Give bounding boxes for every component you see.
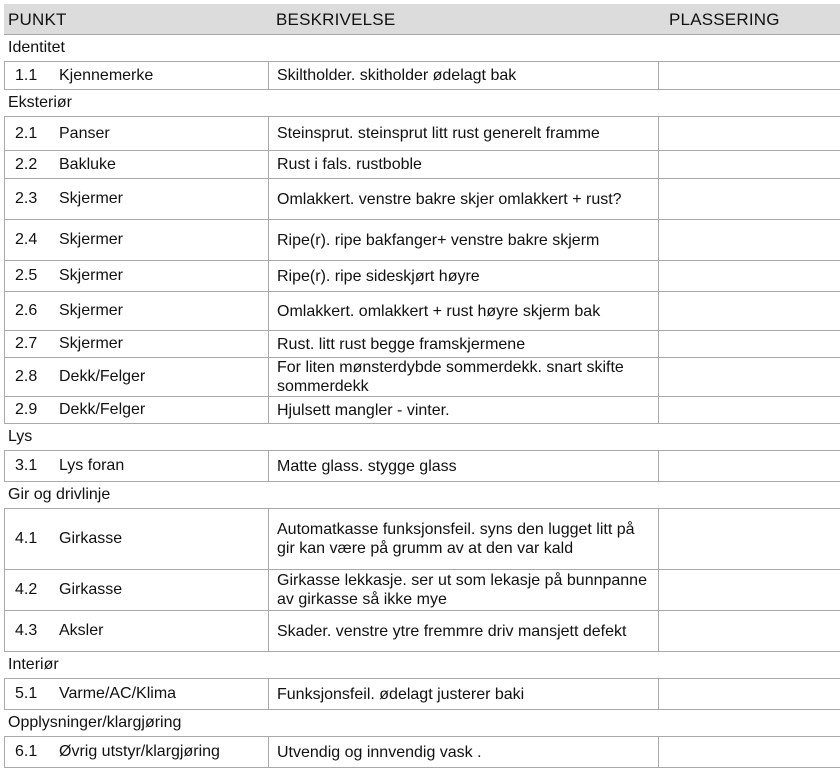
item-name: Lys foran	[59, 457, 125, 474]
item-name: Aksler	[59, 622, 104, 639]
placement-cell	[659, 62, 840, 89]
placement-cell	[659, 117, 840, 150]
item-number: 3.1	[15, 457, 38, 474]
punkt-cell	[4, 62, 269, 89]
item-name: Dekk/Felger	[59, 401, 146, 418]
punkt-cell	[4, 331, 269, 357]
punkt-cell	[4, 151, 269, 178]
punkt-cell	[4, 261, 269, 291]
item-name: Girkasse	[59, 581, 123, 598]
table-row	[4, 261, 840, 292]
punkt-cell	[4, 220, 269, 260]
header-beskrivelse: BESKRIVELSE	[276, 10, 396, 29]
section-heading: Opplysninger/klargjøring	[4, 710, 840, 737]
table-body	[4, 35, 840, 768]
item-number: 1.1	[15, 66, 38, 84]
item-name: Panser	[59, 124, 110, 142]
description-cell: Ripe(r). ripe bakfanger+ venstre bakre skjerm	[269, 220, 659, 260]
table-row	[4, 331, 840, 358]
item-name: Skjermer	[59, 190, 124, 207]
placement-cell	[659, 451, 840, 481]
description-cell: Girkasse lekkasje. ser ut som lekasje på bunnpanne av girkasse så ikke mye	[269, 570, 659, 610]
table-row	[4, 220, 840, 261]
item-name: Kjennemerke	[59, 66, 154, 84]
item-number: 2.8	[15, 368, 38, 385]
section-heading: Lys	[4, 424, 840, 451]
description-cell: Rust. litt rust begge framskjermene	[269, 331, 659, 357]
item-number: 2.2	[15, 155, 38, 173]
description-cell: For liten mønsterdybde sommerdekk. snart skifte sommerdekk	[269, 358, 659, 396]
item-name: Skjermer	[59, 231, 124, 248]
item-name: Girkasse	[59, 530, 123, 547]
table-row	[4, 117, 840, 151]
section-heading: Interiør	[4, 652, 840, 679]
item-number: 4.3	[15, 622, 38, 639]
table-row	[4, 509, 840, 570]
placement-cell	[659, 737, 840, 767]
table-row	[4, 737, 840, 768]
description-cell: Automatkasse funksjonsfeil. syns den lugget litt på gir kan være på grumm av at den var kald	[269, 509, 659, 569]
description-cell: Omlakkert. venstre bakre skjer omlakkert + rust?	[269, 179, 659, 219]
table-header	[4, 4, 840, 35]
header-plassering: PLASSERING	[669, 10, 780, 29]
punkt-cell	[4, 679, 269, 709]
placement-cell	[659, 331, 840, 357]
item-name: Øvrig utstyr/klargjøring	[59, 743, 220, 760]
punkt-cell	[4, 292, 269, 330]
item-number: 2.7	[15, 335, 38, 352]
item-number: 5.1	[15, 685, 38, 702]
section-heading: Identitet	[4, 35, 840, 62]
table-row	[4, 451, 840, 482]
placement-cell	[659, 570, 840, 610]
table-row	[4, 679, 840, 710]
placement-cell	[659, 611, 840, 651]
inspection-table	[4, 4, 840, 768]
description-cell: Skader. venstre ytre fremmre driv mansjett defekt	[269, 611, 659, 651]
item-name: Skjermer	[59, 302, 124, 319]
placement-cell	[659, 679, 840, 709]
punkt-cell	[4, 451, 269, 481]
item-name: Bakluke	[59, 155, 116, 173]
description-cell: Omlakkert. omlakkert + rust høyre skjerm bak	[269, 292, 659, 330]
item-number: 2.9	[15, 401, 38, 418]
description-cell: Utvendig og innvendig vask .	[269, 737, 659, 767]
description-cell: Hjulsett mangler - vinter.	[269, 397, 659, 423]
table-row	[4, 611, 840, 652]
description-cell: Skiltholder. skitholder ødelagt bak	[269, 62, 659, 89]
punkt-cell	[4, 179, 269, 219]
item-number: 4.2	[15, 581, 38, 598]
table-row	[4, 397, 840, 424]
item-name: Varme/AC/Klima	[59, 685, 177, 702]
item-name: Skjermer	[59, 335, 124, 352]
item-number: 2.1	[15, 124, 38, 142]
description-cell: Steinsprut. steinsprut litt rust generelt framme	[269, 117, 659, 150]
item-number: 2.5	[15, 267, 38, 284]
placement-cell	[659, 220, 840, 260]
table-row	[4, 62, 840, 90]
punkt-cell	[4, 611, 269, 651]
item-name: Skjermer	[59, 267, 124, 284]
item-number: 2.6	[15, 302, 38, 319]
punkt-cell	[4, 737, 269, 767]
placement-cell	[659, 292, 840, 330]
table-row	[4, 292, 840, 331]
punkt-cell	[4, 509, 269, 569]
description-cell: Rust i fals. rustboble	[269, 151, 659, 178]
placement-cell	[659, 151, 840, 178]
punkt-cell	[4, 570, 269, 610]
placement-cell	[659, 179, 840, 219]
table-row	[4, 570, 840, 611]
placement-cell	[659, 358, 840, 396]
description-cell: Funksjonsfeil. ødelagt justerer baki	[269, 679, 659, 709]
item-number: 2.3	[15, 190, 38, 207]
placement-cell	[659, 509, 840, 569]
item-number: 2.4	[15, 231, 38, 248]
header-punkt: PUNKT	[8, 10, 67, 29]
section-heading: Gir og drivlinje	[4, 482, 840, 509]
punkt-cell	[4, 397, 269, 423]
punkt-cell	[4, 117, 269, 150]
description-cell: Ripe(r). ripe sideskjørt høyre	[269, 261, 659, 291]
item-number: 4.1	[15, 530, 38, 547]
item-name: Dekk/Felger	[59, 368, 146, 385]
item-number: 6.1	[15, 743, 38, 760]
table-row	[4, 358, 840, 397]
section-heading: Eksteriør	[4, 90, 840, 117]
description-cell: Matte glass. stygge glass	[269, 451, 659, 481]
punkt-cell	[4, 358, 269, 396]
table-row	[4, 151, 840, 179]
placement-cell	[659, 261, 840, 291]
placement-cell	[659, 397, 840, 423]
table-row	[4, 179, 840, 220]
